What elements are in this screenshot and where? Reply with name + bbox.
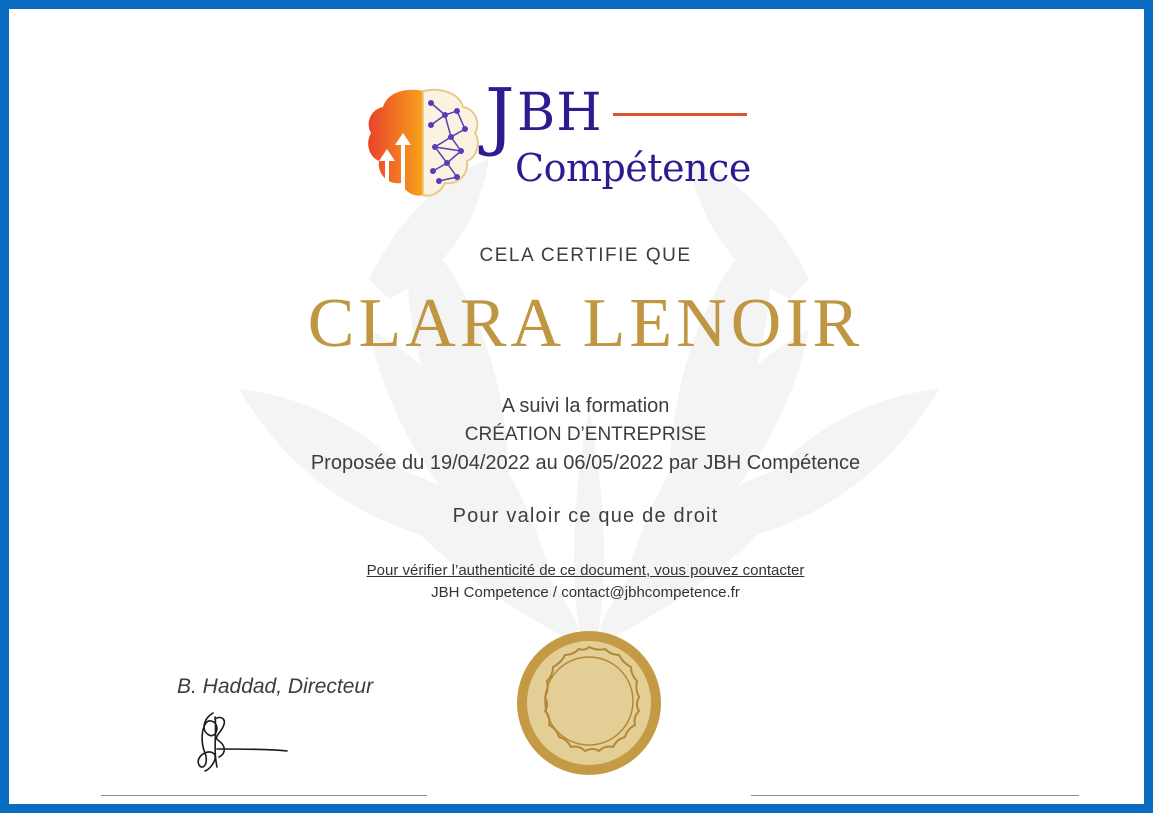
brand-logo [365, 73, 765, 209]
contact-info: JBH Competence / contact@jbhcompetence.fr [431, 584, 740, 601]
signature-line-left [101, 795, 427, 796]
recipient-name: CLARA LENOIR [307, 285, 864, 362]
verification-note: Pour vérifier l’authenticité de ce document, vous pouvez contacter [366, 562, 805, 579]
brain-growth-icon [365, 85, 481, 203]
logo-letters-bh: BH [517, 83, 603, 143]
followed-course-text: A suivi la formation [501, 395, 670, 417]
course-period: Proposée du 19/04/2022 au 06/05/2022 par JBH Compétence [310, 452, 861, 474]
gold-seal-icon [517, 631, 661, 775]
signature-icon [191, 709, 295, 775]
course-title: CRÉATION D’ENTREPRISE [464, 424, 707, 445]
laurel-watermark-icon [239, 159, 939, 679]
logo-letter-j: J [485, 73, 515, 159]
closing-statement: Pour valoir ce que de droit [452, 505, 719, 527]
certifies-heading: CELA CERTIFIE QUE [479, 245, 692, 266]
signature-line-right [751, 795, 1079, 796]
signatory-name: B. Haddad, Directeur [177, 675, 374, 698]
logo-accent-line [613, 113, 747, 116]
logo-wordmark: Compétence [515, 146, 751, 190]
